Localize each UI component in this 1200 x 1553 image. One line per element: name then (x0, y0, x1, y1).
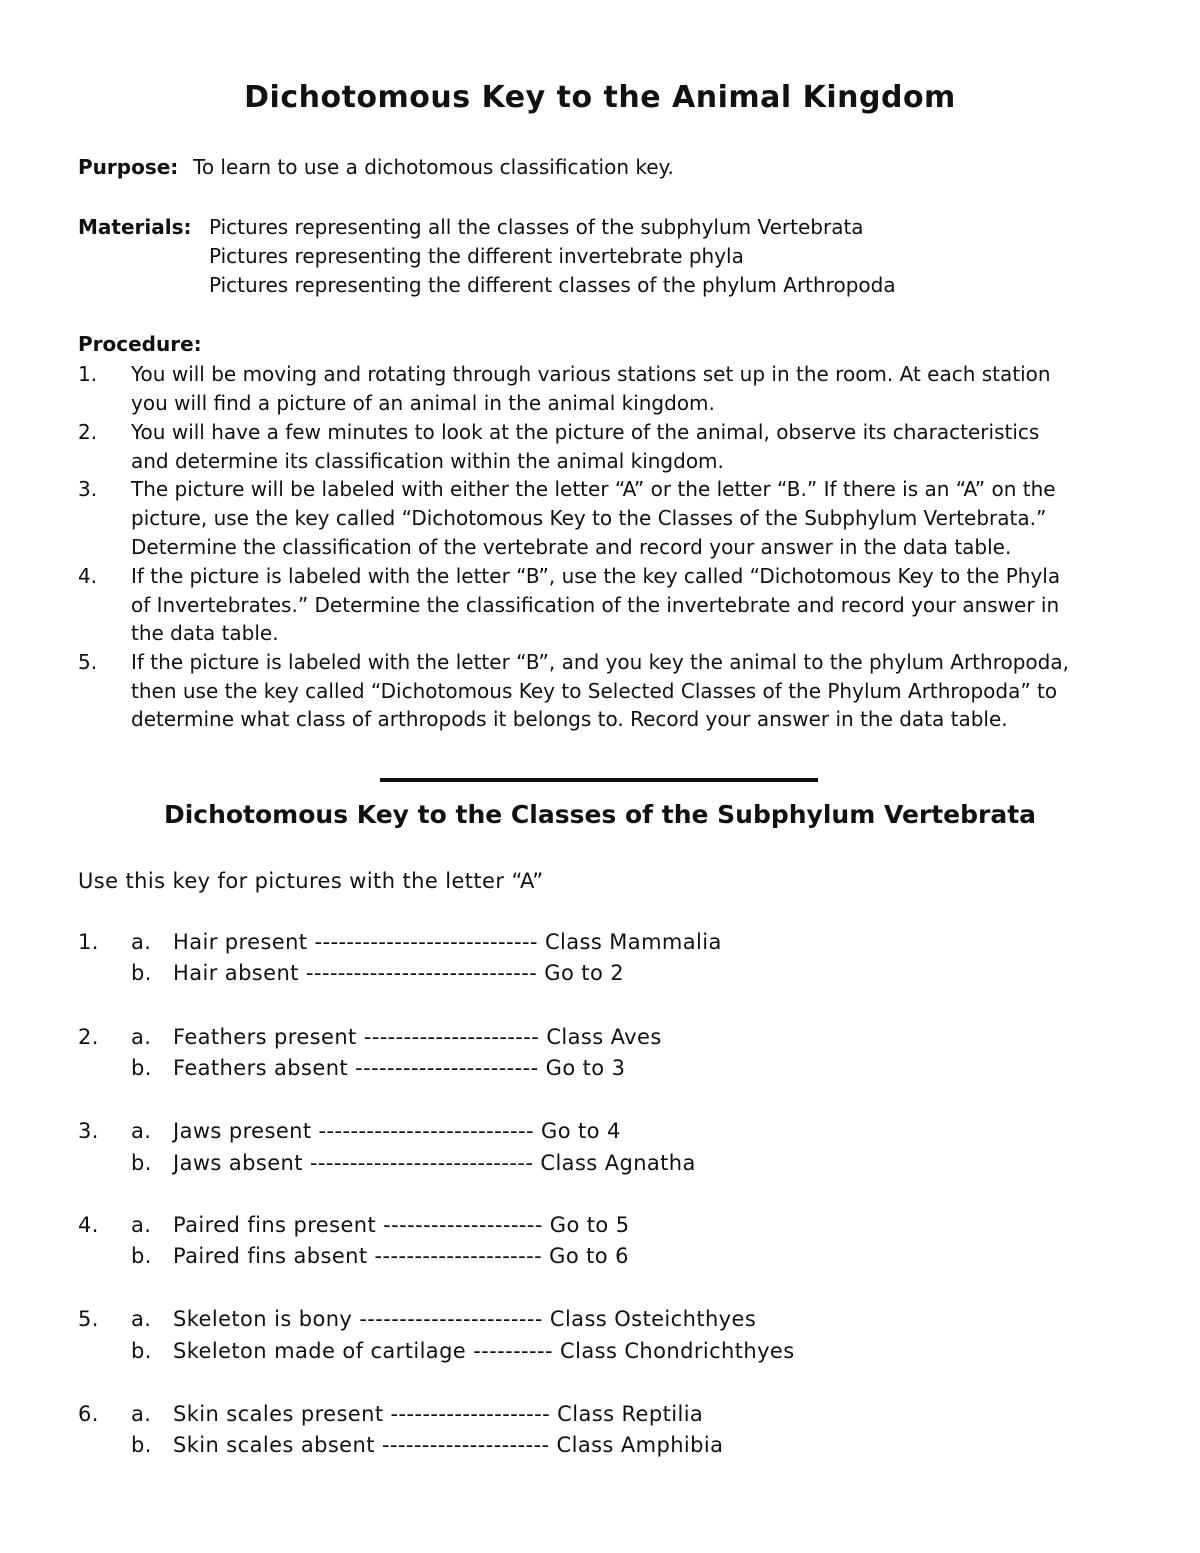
couplet-letter: b. (131, 1339, 152, 1363)
procedure-step-number: 2. (78, 420, 98, 444)
procedure-step-line: you will find a picture of an animal in the animal kingdom. (131, 391, 715, 415)
couplet-letter: a. (131, 1119, 152, 1143)
procedure-step-line: If the picture is labeled with the letter “B”, use the key called “Dichotomous Key to the Phyla (131, 564, 1061, 588)
couplet-option: Hair present ---------------------------- Class Mammalia (173, 930, 722, 954)
couplet-option: Paired fins present -------------------- Go to 5 (173, 1213, 630, 1237)
purpose-label: Purpose: (78, 155, 179, 179)
procedure-step-number: 4. (78, 564, 98, 588)
section-divider (380, 778, 818, 782)
couplet-letter: b. (131, 1433, 152, 1457)
couplet-option: Skeleton is bony ----------------------- Class Osteichthyes (173, 1307, 757, 1331)
couplet-number: 3. (78, 1119, 99, 1143)
procedure-step-line: of Invertebrates.” Determine the classification of the invertebrate and record your answer in (131, 593, 1060, 617)
couplet-option: Jaws present --------------------------- Go to 4 (173, 1119, 621, 1143)
materials-item: Pictures representing all the classes of the subphylum Vertebrata (209, 215, 864, 239)
procedure-step-line: picture, use the key called “Dichotomous Key to the Classes of the Subphylum Vertebrata.” (131, 506, 1047, 530)
couplet-option: Feathers present ---------------------- Class Aves (173, 1025, 662, 1049)
couplet-option: Hair absent ----------------------------- Go to 2 (173, 961, 625, 985)
couplet-letter: a. (131, 1025, 152, 1049)
procedure-step-number: 1. (78, 362, 98, 386)
vertebrata-key-instruction: Use this key for pictures with the letter “A” (78, 869, 544, 893)
couplet-letter: b. (131, 1056, 152, 1080)
couplet-letter: a. (131, 1402, 152, 1426)
couplet-option: Jaws absent ---------------------------- Class Agnatha (173, 1151, 696, 1175)
couplet-option: Skin scales present -------------------- Class Reptilia (173, 1402, 704, 1426)
vertebrata-key-title: Dichotomous Key to the Classes of the Subphylum Vertebrata (163, 800, 1037, 829)
couplet-number: 1. (78, 930, 99, 954)
page-title: Dichotomous Key to the Animal Kingdom (244, 80, 956, 115)
couplet-number: 5. (78, 1307, 99, 1331)
couplet-option: Skin scales absent --------------------- Class Amphibia (173, 1433, 724, 1457)
couplet-option: Skeleton made of cartilage ---------- Class Chondrichthyes (173, 1339, 795, 1363)
couplet-number: 2. (78, 1025, 99, 1049)
procedure-step-line: If the picture is labeled with the letter “B”, and you key the animal to the phylum Arthropoda, (131, 650, 1069, 674)
purpose-text: To learn to use a dichotomous classification key. (193, 155, 674, 179)
couplet-letter: b. (131, 961, 152, 985)
couplet-number: 6. (78, 1402, 99, 1426)
couplet-letter: a. (131, 930, 152, 954)
procedure-step-line: The picture will be labeled with either the letter “A” or the letter “B.” If there is an “A” on the (131, 477, 1056, 501)
materials-label: Materials: (78, 215, 192, 239)
procedure-step-line: the data table. (131, 621, 279, 645)
couplet-number: 4. (78, 1213, 99, 1237)
couplet-letter: b. (131, 1244, 152, 1268)
procedure-step-line: then use the key called “Dichotomous Key to Selected Classes of the Phylum Arthropoda” to (131, 679, 1058, 703)
procedure-step-line: You will be moving and rotating through various stations set up in the room. At each station (131, 362, 1051, 386)
couplet-letter: a. (131, 1213, 152, 1237)
couplet-option: Paired fins absent --------------------- Go to 6 (173, 1244, 629, 1268)
couplet-letter: a. (131, 1307, 152, 1331)
procedure-step-line: determine what class of arthropods it belongs to. Record your answer in the data table. (131, 707, 1008, 731)
procedure-label: Procedure: (78, 332, 202, 356)
procedure-step-number: 3. (78, 477, 98, 501)
materials-item: Pictures representing the different classes of the phylum Arthropoda (209, 273, 896, 297)
procedure-step-line: You will have a few minutes to look at the picture of the animal, observe its characteristics (131, 420, 1040, 444)
couplet-option: Feathers absent ----------------------- Go to 3 (173, 1056, 626, 1080)
materials-item: Pictures representing the different invertebrate phyla (209, 244, 744, 268)
procedure-step-number: 5. (78, 650, 98, 674)
procedure-step-line: Determine the classification of the vertebrate and record your answer in the data table. (131, 535, 1012, 559)
procedure-step-line: and determine its classification within the animal kingdom. (131, 449, 724, 473)
couplet-letter: b. (131, 1151, 152, 1175)
